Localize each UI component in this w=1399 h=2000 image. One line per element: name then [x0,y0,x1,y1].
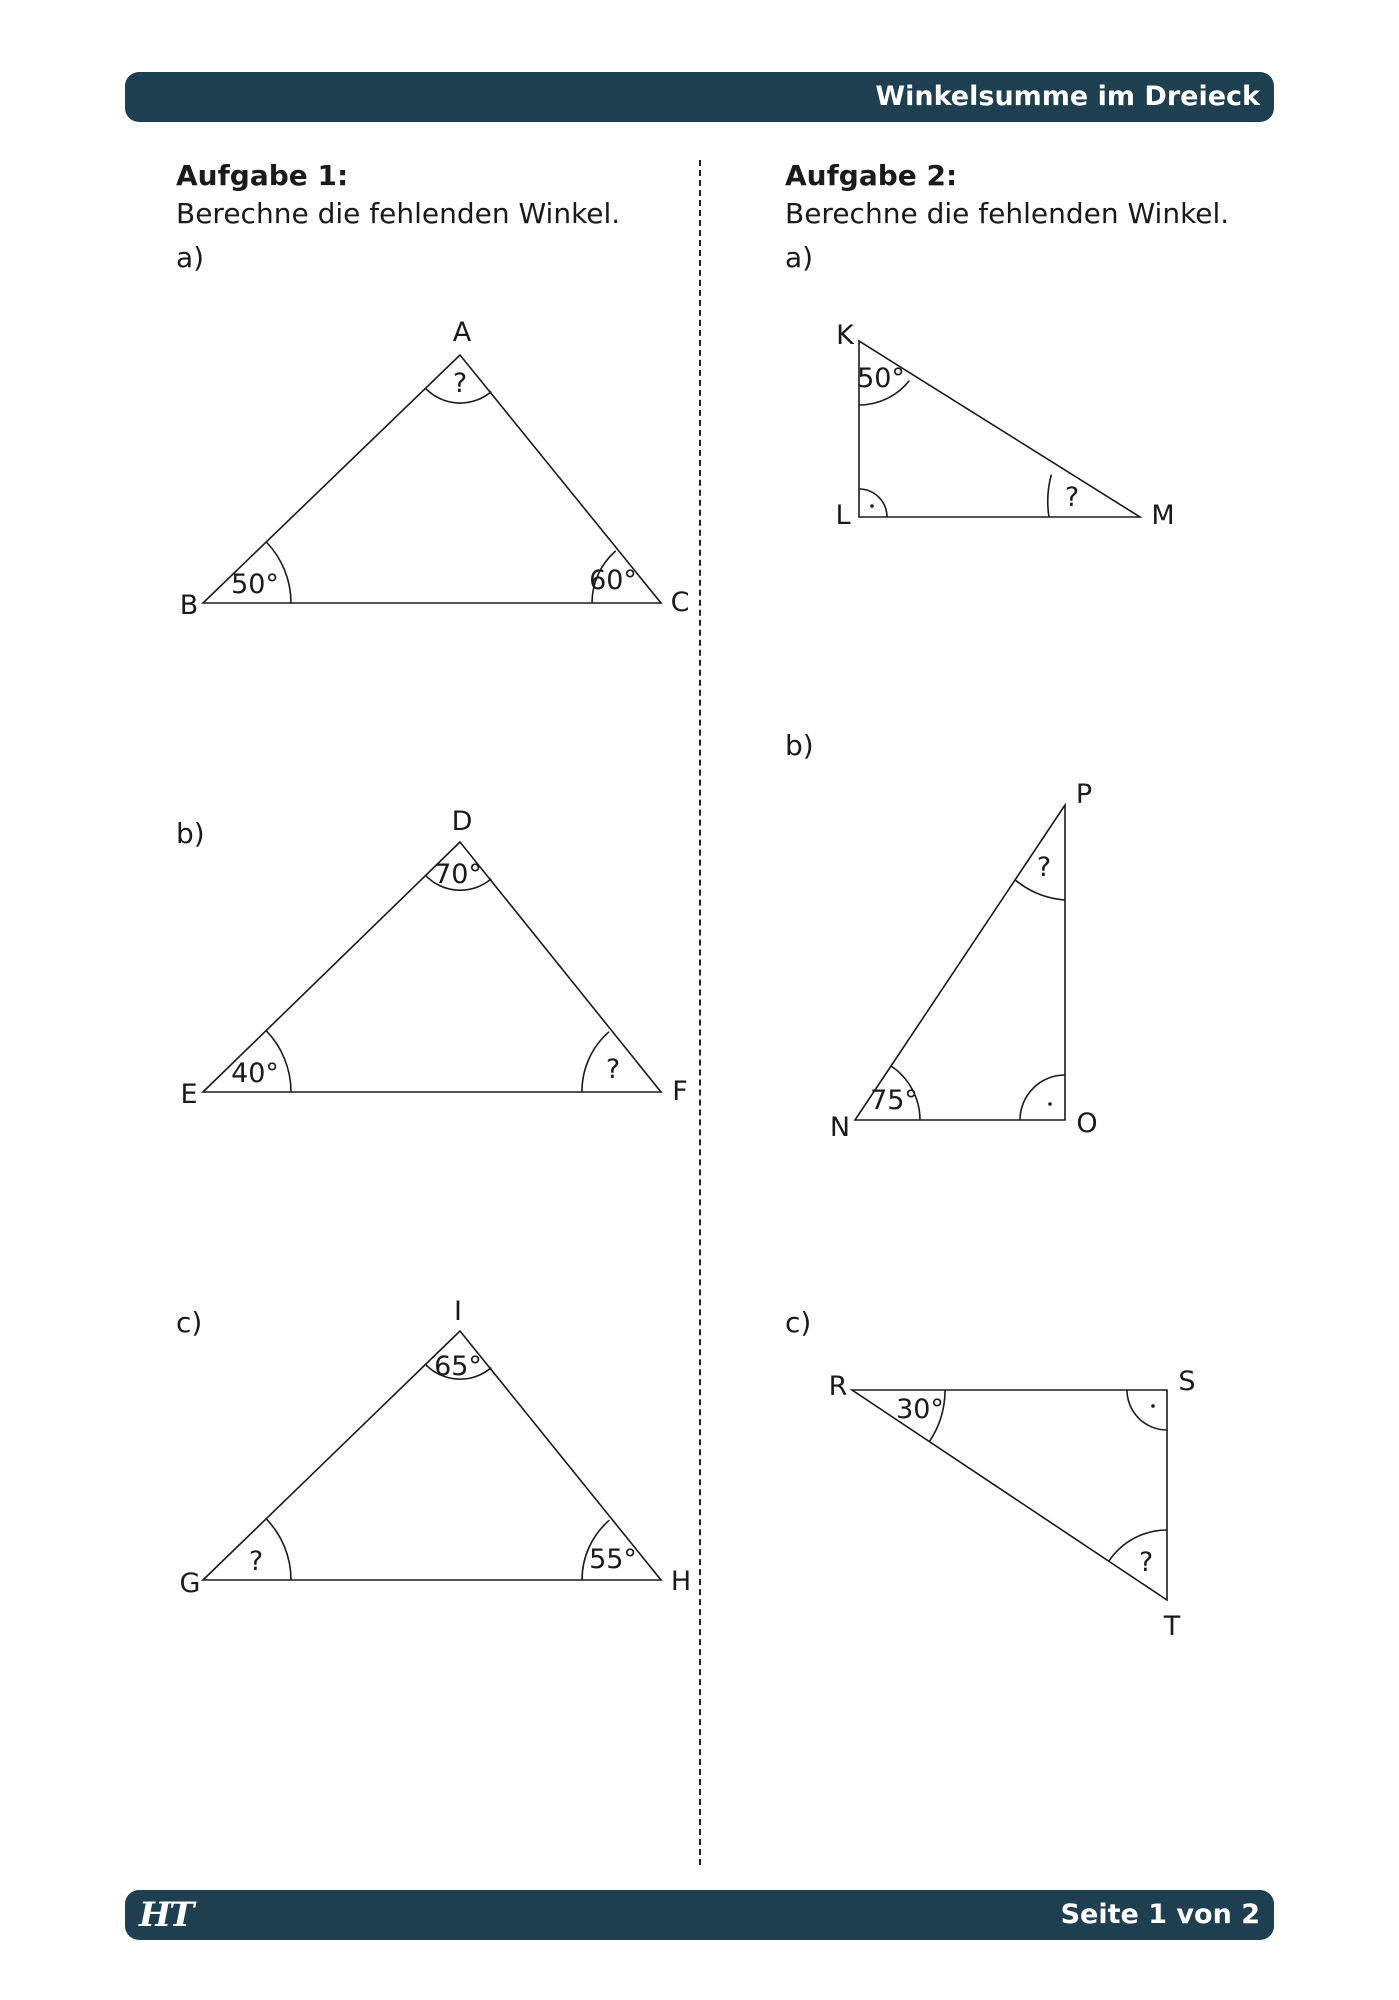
vertex-label: N [829,1112,851,1143]
vertex-label: F [672,1076,688,1107]
angle-label: ? [452,368,468,399]
angle-label: ? [605,1054,621,1085]
angle-label: 50° [231,569,279,600]
task2-part-b-label: b) [785,729,814,762]
vertex-label: R [828,1371,848,1402]
vertex-label: T [1163,1611,1181,1642]
task2-heading: Aufgabe 2: [785,159,958,192]
triangle-abc [180,317,690,621]
publisher-logo: HT [139,1895,193,1935]
vertex-label: P [1075,779,1093,810]
page-number: Seite 1 von 2 [1060,1899,1260,1930]
angle-label: 40° [231,1058,279,1089]
angle-label: 55° [589,1544,637,1575]
task2-part-c-label: c) [785,1306,812,1339]
worksheet-title: Winkelsumme im Dreieck [875,81,1260,112]
vertex-label: I [454,1296,462,1327]
vertex-label: L [835,500,851,531]
task1-part-c-label: c) [176,1306,203,1339]
angle-label: 70° [434,859,482,890]
vertex-label: C [670,587,690,618]
angle-label: ? [1064,482,1080,513]
task2-instruction: Berechne die fehlenden Winkel. [785,197,1230,230]
vertex-label: K [836,320,854,351]
vertex-label: G [179,1568,201,1599]
angle-label: 50° [857,363,905,394]
angle-label: 75° [870,1085,918,1116]
vertex-label: O [1076,1108,1098,1139]
task1-heading: Aufgabe 1: [176,159,349,192]
vertex-label: D [451,806,473,837]
vertex-label: A [452,317,472,348]
vertex-label: M [1151,500,1175,531]
angle-label: ? [1138,1547,1154,1578]
angle-label: 60° [589,565,637,596]
task1-instruction: Berechne die fehlenden Winkel. [176,197,621,230]
footer-bar [125,1890,1274,1940]
vertex-label: H [670,1566,692,1597]
triangle-rst [829,1366,1196,1642]
angle-label: ? [1036,852,1052,883]
task1-part-a-label: a) [176,241,205,274]
angle-label: 30° [896,1394,944,1425]
angle-label: 65° [434,1351,482,1382]
angle-label: ? [248,1546,264,1577]
triangle-klm [835,320,1174,531]
vertex-label: E [180,1079,198,1110]
task2-part-a-label: a) [785,241,814,274]
triangle-nop [830,779,1098,1143]
vertex-label: B [179,590,199,621]
vertex-label: S [1178,1366,1196,1397]
triangle-ghi [180,1296,692,1599]
triangle-def [180,806,687,1110]
task1-part-b-label: b) [176,817,205,850]
